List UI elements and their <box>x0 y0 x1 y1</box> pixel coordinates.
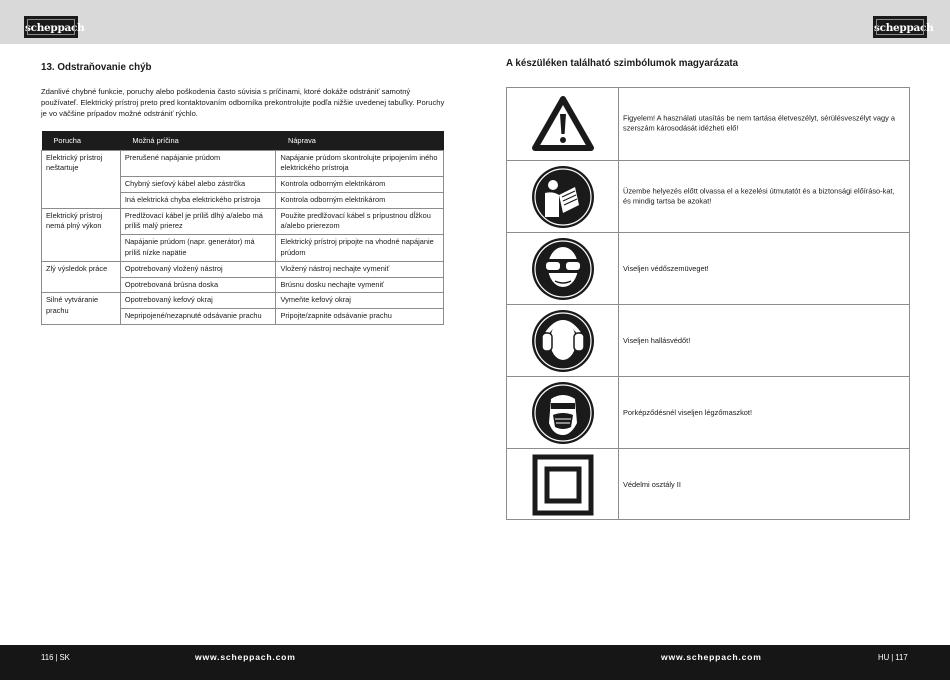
remedy-cell: Vložený nástroj nechajte vymeniť <box>276 261 444 277</box>
remedy-cell: Kontrola odborným elektrikárom <box>276 192 444 208</box>
cause-cell: Predlžovací kábel je príliš dlhý a/alebo má príliš malý prierez <box>120 208 276 235</box>
remedy-cell: Napájanie prúdom skontrolujte pripojením iného elektrického prístroja <box>276 150 444 177</box>
header-fault: Porucha <box>42 131 121 150</box>
website-url-left[interactable]: www.scheppach.com <box>195 652 296 662</box>
symbol-description: Viseljen védőszemüveget! <box>623 263 709 273</box>
symbol-row <box>507 305 909 377</box>
cause-cell: Chybný sieťový kábel alebo zástrčka <box>120 177 276 193</box>
dust-mask-icon <box>531 381 595 445</box>
language-code-right: HU <box>878 653 890 662</box>
fault-cell: Elektrický prístroj neštartuje <box>42 150 121 208</box>
symbol-row <box>507 377 909 449</box>
ear-protection-icon <box>531 309 595 373</box>
remedy-cell: Pripojte/zapnite odsávanie prachu <box>276 309 444 325</box>
language-code-left: SK <box>59 653 70 662</box>
symbol-row <box>507 449 909 520</box>
symbols-table <box>506 87 910 520</box>
symbol-row <box>507 88 909 161</box>
page-footer-band <box>0 645 950 680</box>
read-manual-icon <box>531 165 595 229</box>
cause-cell: Prerušené napájanie prúdom <box>120 150 276 177</box>
cause-cell: Iná elektrická chyba elektrického prístroja <box>120 192 276 208</box>
page-header-band <box>0 0 950 44</box>
symbol-description: Figyelem! A használati utasítás be nem tartása életveszélyt, sérülésveszélyt vagy a szerszám károsodását idézheti elő! <box>623 113 895 133</box>
table-header-row <box>42 131 444 150</box>
fault-cell: Silné vytváranie prachu <box>42 293 121 325</box>
fault-cell: Elektrický prístroj nemá plný výkon <box>42 208 121 261</box>
page-number-left: 116 <box>41 653 54 662</box>
cause-cell: Opotrebovaný kefový okraj <box>120 293 276 309</box>
cause-cell: Napájanie prúdom (napr. generátor) má príliš nízke napätie <box>120 235 276 262</box>
scheppach-logo-left: scheppach <box>24 16 78 38</box>
table-row <box>42 261 444 277</box>
cause-cell: Nepripojené/nezapnuté odsávanie prachu <box>120 309 276 325</box>
table-row <box>42 208 444 235</box>
footer-right-page: HU | 117 <box>878 653 908 662</box>
remedy-cell: Brúsnu dosku nechajte vymeniť <box>276 277 444 293</box>
warning-triangle-icon <box>532 96 594 152</box>
footer-left-page: 116 | SK <box>41 653 70 662</box>
intro-paragraph: Zdanlivé chybné funkcie, poruchy alebo poškodenia často súvisia s príčinami, ktoré dokáže odstrániť samotný používateľ. Elektrický prístroj preto pred kontaktovaním odborníka prekontrolujte podľa nižšie uvedenej tabuľky. Poruchy je vo väčšine prípadov možné odstrániť rýchlo. <box>41 87 445 119</box>
symbol-description: Védelmi osztály II <box>623 479 681 489</box>
scheppach-logo-right: scheppach <box>873 16 927 38</box>
symbol-description: Viseljen hallásvédőt! <box>623 335 691 345</box>
remedy-cell: Elektrický prístroj pripojte na vhodné napájanie prúdom <box>276 235 444 262</box>
symbol-description: Üzembe helyezés előtt olvassa el a kezelési útmutatót és a biztonsági előíráso-kat, és mindig tartsa be azokat! <box>623 186 895 206</box>
remedy-cell: Vymeňte kefový okraj <box>276 293 444 309</box>
remedy-cell: Kontrola odborným elektrikárom <box>276 177 444 193</box>
fault-cell: Zlý výsledok práce <box>42 261 121 293</box>
cause-cell: Opotrebovaný vložený nástroj <box>120 261 276 277</box>
header-remedy: Náprava <box>276 131 444 150</box>
symbols-title: A készüléken található szimbólumok magyarázata <box>506 58 739 69</box>
website-url-right[interactable]: www.scheppach.com <box>661 652 762 662</box>
symbol-description: Porképződésnél viseljen légzőmaszkot! <box>623 407 752 417</box>
symbol-row <box>507 161 909 233</box>
remedy-cell: Použite predlžovací kábel s prípustnou dĺžkou a/alebo prierezom <box>276 208 444 235</box>
protection-class-2-icon <box>532 454 594 516</box>
header-cause: Možná príčina <box>120 131 276 150</box>
table-row <box>42 150 444 177</box>
safety-goggles-icon <box>531 237 595 301</box>
cause-cell: Opotrebovaná brúsna doska <box>120 277 276 293</box>
section-title: 13. Odstraňovanie chýb <box>41 62 152 73</box>
table-row <box>42 293 444 309</box>
symbol-row <box>507 233 909 305</box>
troubleshooting-table <box>41 131 444 325</box>
page-number-right: 117 <box>895 653 908 662</box>
